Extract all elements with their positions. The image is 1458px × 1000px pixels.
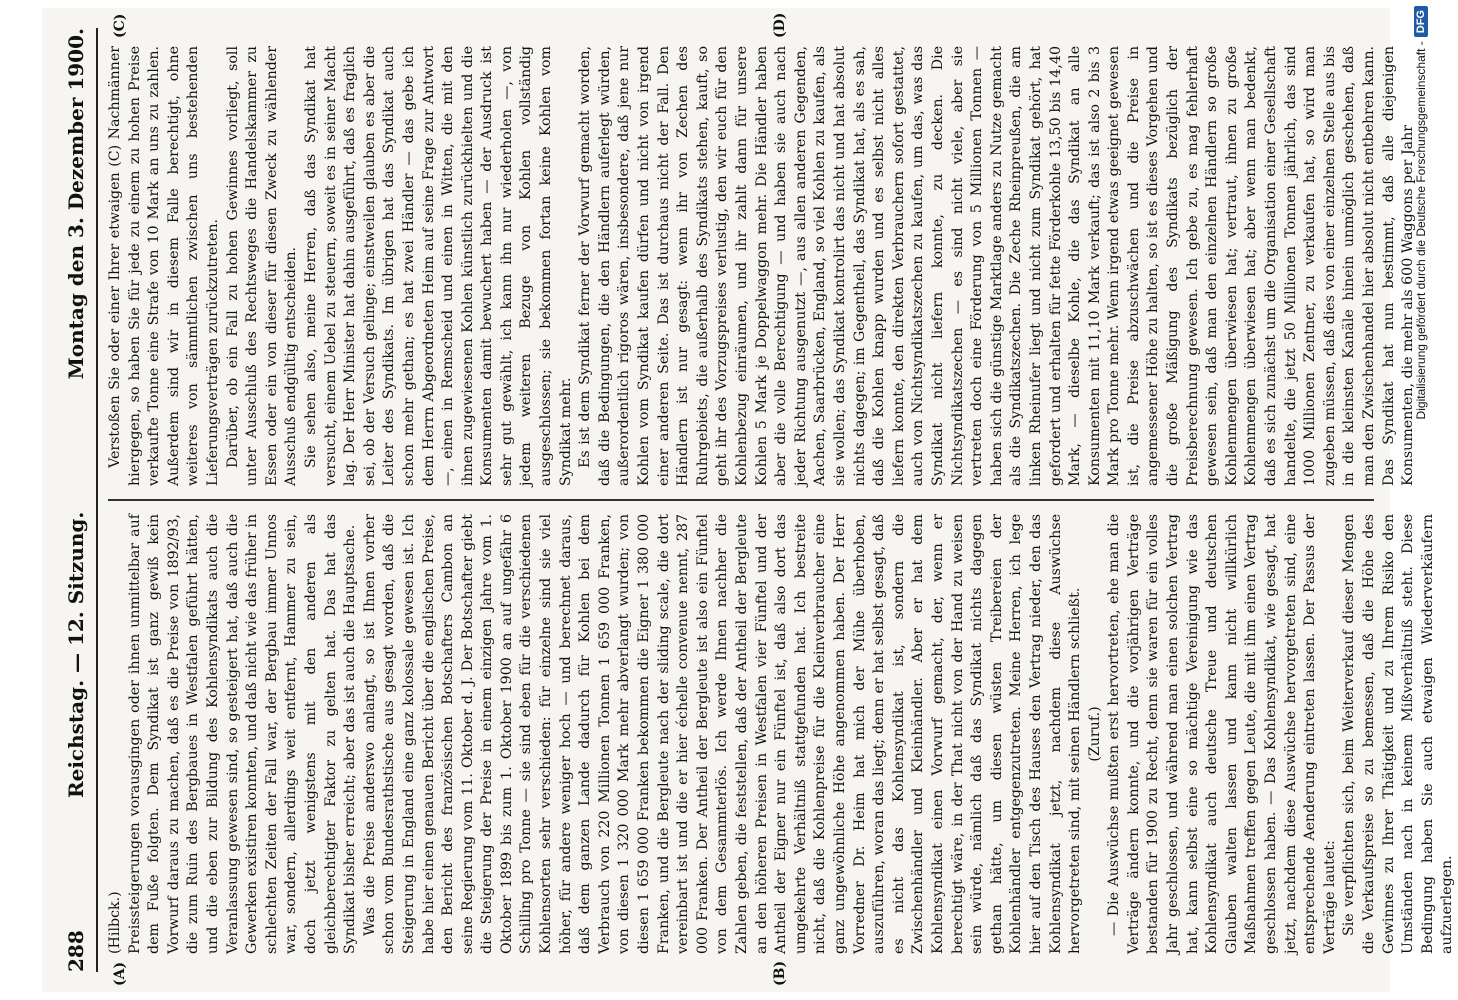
digitization-note xyxy=(1398,6,1428,994)
paragraph: — Die Auswüchse mußten erst hervortreten, ehe man die Verträge ändern konnte, und die vorjährigen Verträge bestanden für 1900 zu Recht, denn sie waren für ein volles Jahr geschlossen, und während man einen solchen Vertrag hat, kann selbst eine so mächtige Vereinigung wie das Kohlensyndikat auch deutsche Treue und deutschen Glauben walten lassen und kann nicht willkürlich Maßnahmen treffen gegen Leute, die mit ihm einen Vertrag geschlossen haben. — Das Kohlensyndikat, wie gesagt, hat jetzt, nachdem diese Auswüchse hervorgetreten sind, eine entsprechende Aenderung eintreten lassen. Der Passus der Verträge lautet: xyxy=(1106,514,1338,954)
session-title: Reichstag. — 12. Sitzung. xyxy=(64,511,88,799)
speaker-label: (Hilbck.) xyxy=(107,891,123,954)
digitization-text: Digitalisierung gefördert durch die Deutsche Forschungsgemeinschaft - xyxy=(1414,41,1428,420)
margin-letter-c: (C) xyxy=(112,13,128,38)
quoted-paragraph: Darüber, ob ein Fall zu hohen Gewinnes vorliegt, soll unter Ausschluß des Rechtsweges die Handelskammer zu Essen oder ein von dieser für diesen Zweck zu wählender Ausschuß endgültig entscheiden. xyxy=(224,46,300,486)
paragraph: Sie sehen also, meine Herren, daß das Syndikat hat versucht, einem Uebel zu steuern, soweit es in seiner Macht lag. Der Herr Minister hat dahin ausgeführt, daß es fraglich sei, ob der Versuch gelinge; einstweilen glauben es aber die Leiter des Syndikats. Im übrigen hat das Syndikat auch schon mehr gethan; es hat zwei Händler — das gebe ich dem Herrn Abgeordneten Heim auf seine Frage zur Antwort —, einen in Remscheid und einen in Witten, die mit den ihnen zugewiesenen Kohlen künstlich zurückhielten und die Konsumenten damit bewuchert haben — der Ausdruck ist sehr gut gewählt, ich kann ihn nur wiederholen —, von jedem weiteren Bezuge von Kohlen vollständig ausgeschlossen; sie bekommen fortan keine Kohlen vom Syndikat mehr. xyxy=(302,46,574,486)
right-column xyxy=(106,46,1417,486)
quoted-paragraph: Sie verpflichten sich, beim Weiterverkauf dieser Mengen die Verkaufspreise so zu bemessen, daß die Höhe des Gewinnes zu Ihrer Thätigkeit und zu Ihrem Risiko den Umständen nach in keinem Mißverhältniß steht. Diese Bedingung haben Sie auch etwaigen Wiederverkäufern aufzuerlegen. xyxy=(1341,514,1456,954)
page-header xyxy=(56,28,98,972)
margin-letter-b: (B) xyxy=(772,960,788,986)
dfg-logo: DFG xyxy=(1414,6,1428,37)
column-divider xyxy=(108,499,1374,501)
paragraph: Was die Preise anderswo anlangt, so ist Ihnen vorher schon vom Bundesrathstische aus gesagt worden, daß die Steigerung in England eine ganz kolossale gewesen ist. Ich habe hier einen genauen Bericht über die englischen Preise, den Bericht des französischen Botschafters Cambon an seine Regierung vom 11. Oktober d. J. Der Botschafter giebt die Steigerung der Preise in einem einzigen Jahre vom 1. Oktober 1899 bis zum 1. Oktober 1900 an auf ungefähr 6 Schilling pro Tonne — sie sind eben für die verschiedenen Kohlensorten sehr verschieden: für einzelne sind sie viel höher, für andere weniger hoch — und berechnet daraus, daß dem ganzen Lande dadurch für Kohlen bei dem Verbrauch von 220 Millionen Tonnen 1 659 000 Franken, von diesen 1 320 000 Mark mehr abverlangt wurden; von diesen 1 659 000 Franken bekommen die Eigner 1 380 000 Franken, und die Bergleute nach der sliding scale, die dort vereinbart ist und die er hier échelle convenue nennt, 287 000 Franken. Der Antheil der Bergleute ist also ein Fünftel von dem Gesammterlös. Ich werde Ihnen nachher die Zahlen geben, die feststellen, daß der Antheil der Bergleute an den höheren Preisen in Westfalen vier Fünftel und der Antheil der Eigner nur ein Fünftel ist, daß also dort das umgekehrte Verhältniß stattgefunden hat. Ich bestreite nicht, daß die Kohlenpreise für die Kleinverbraucher eine ganz ungewöhnliche Höhe angenommen haben. Der Herr Vorredner Dr. Heim hat mich der Mühe überhoben, auszuführen, woran das liegt; denn er hat selbst gesagt, daß es nicht das Kohlensyndikat ist, sondern die Zwischenhändler und Kleinhändler. Aber er hat dem Kohlensyndikat einen Vorwurf gemacht, der, wenn er berechtigt wäre, in der That nicht von der Hand zu weisen sein würde, nämlich daß das Syndikat nichts dagegen gethan hätte, um diesen wüsten Treibereien der Kohlenhändler entgegenzutreten. Meine Herren, ich lege hier auf den Tisch des Hauses den Vertrag nieder, den das Kohlensyndikat jetzt, nachdem diese Auswüchse hervorgetreten sind, mit seinen Händlern schließt. xyxy=(361,514,1084,954)
paragraph: Es ist dem Syndikat ferner der Vorwurf gemacht worden, daß die Bedingungen, die den Händlern auferlegt würden, außerordentlich rigoros wären, insbesondere, daß jene nur Kohlen vom Syndikat kaufen dürfen und nicht von irgend einer anderen Seite. Das ist durchaus nicht der Fall. Den Händlern ist nur gesagt: wenn ihr von Zechen des Ruhrgebiets, die außerhalb des Syndikats stehen, kauft, so geht ihr des Vorzugspreises verlustig, den wir euch für den Kohlenbezug einräumen, und ihr zahlt dann für unsere Kohlen 5 Mark je Doppelwaggon mehr. Die Händler haben aber die volle Berechtigung — und haben sie auch nach jeder Richtung ausgenutzt —, aus allen anderen Gegenden, Aachen, Saarbrücken, England, so viel Kohlen zu kaufen, als sie wollen; das Syndikat kontrolirt das nicht und hat absolut nichts dagegen; im Gegentheil, das Syndikat hat, als es sah, daß die Kohlen knapp wurden und es selbst nicht alles liefern konnte, den direkten Verbrauchern sofort gestattet, auch von Nichtsyndikatszechen zu kaufen, um das, was das Syndikat nicht liefern konnte, zu decken. Die Nichtsyndikatszechen — es sind nicht viele, aber sie vertreten doch eine Förderung von 5 Millionen Tonnen — haben sich die günstige Marktlage anders zu Nutze gemacht als die Syndikatszechen. Die Zeche Rheinpreußen, die am linken Rheinufer liegt und nicht zum Syndikat gehört, hat gefordert und erhalten für fette Förderkohle 13,50 bis 14,40 Mark, — dieselbe Kohle, die das Syndikat an alle Konsumenten mit 11,10 Mark verkauft; das ist also 2 bis 3 Mark pro Tonne mehr. Wenn irgend etwas geeignet gewesen ist, die Preise abzuschwächen und die Preise in angemessener Höhe zu halten, so ist es dieses Vorgehen und die große Mäßigung des Syndikats bezüglich der Preisberechnung gewesen. Ich gebe zu, es mag fehlerhaft gewesen sein, daß man den einzelnen Händlern so große Kohlenmengen überwiesen hat; vertraut, ihnen zu große Kohlenmengen überwiesen hat; aber wenn man bedenkt, daß es sich zunächst um die Organisation einer Gesellschaft handelte, die jetzt 50 Millionen Tonnen jährlich, das sind 1000 Millionen Zentner, zu verkaufen hat, so wird man zugeben müssen, daß dies von einer einzelnen Stelle aus bis in die kleinsten Kanäle hinein unmöglich geschehen, daß man den Zwischenhandel hier absolut nicht entbehren kann. Das Syndikat hat nun bestimmt, daß alle diejenigen Konsumenten, die mehr als 600 Waggons per Jahr xyxy=(577,46,1417,486)
margin-letter-d: (D) xyxy=(772,12,788,38)
quoted-paragraph: Verstoßen Sie oder einer Ihrer etwaigen (C) Nachmänner hiergegen, so haben Sie für jede zu einem zu hohen Preise verkaufte Tonne eine Strafe von 10 Mark an uns zu zahlen. Außerdem sind wir in diesem Falle berechtigt, ohne weiteres von sämmtlichen zwischen uns bestehenden Lieferungsverträgen zurückzutreten. xyxy=(107,46,221,486)
left-column xyxy=(106,514,1456,954)
paragraph: Preissteigerungen vorausgingen oder ihnen unmittelbar auf dem Fuße folgten. Dem Syndikat ist ganz gewiß kein Vorwurf daraus zu machen, daß es die Preise von 1892/93, die zum Ruin des Bergbaues in Westfalen geführt hätten, und die eben zur Bildung des Kohlensyndikats auch die Veranlassung gewesen sind, so gesteigert hat, daß auch die Gewerken existiren konnten, und daß nicht wie das früher in schlechten Zeiten der Fall war, der Bergbau immer Unnos war, sondern, allerdings weit entfernt, Hammer zu sein, doch jetzt wenigstens mit den anderen als gleichberechtigter Faktor zu gelten hat. Das hat das Syndikat bisher erreicht; aber das ist auch die Hauptsache. xyxy=(126,514,359,954)
margin-letter-a: (A) xyxy=(112,961,128,986)
interjection: (Zuruf.) xyxy=(1086,706,1103,762)
page-number: 288 xyxy=(64,930,88,972)
session-date: Montag den 3. Dezember 1900. xyxy=(64,28,88,380)
